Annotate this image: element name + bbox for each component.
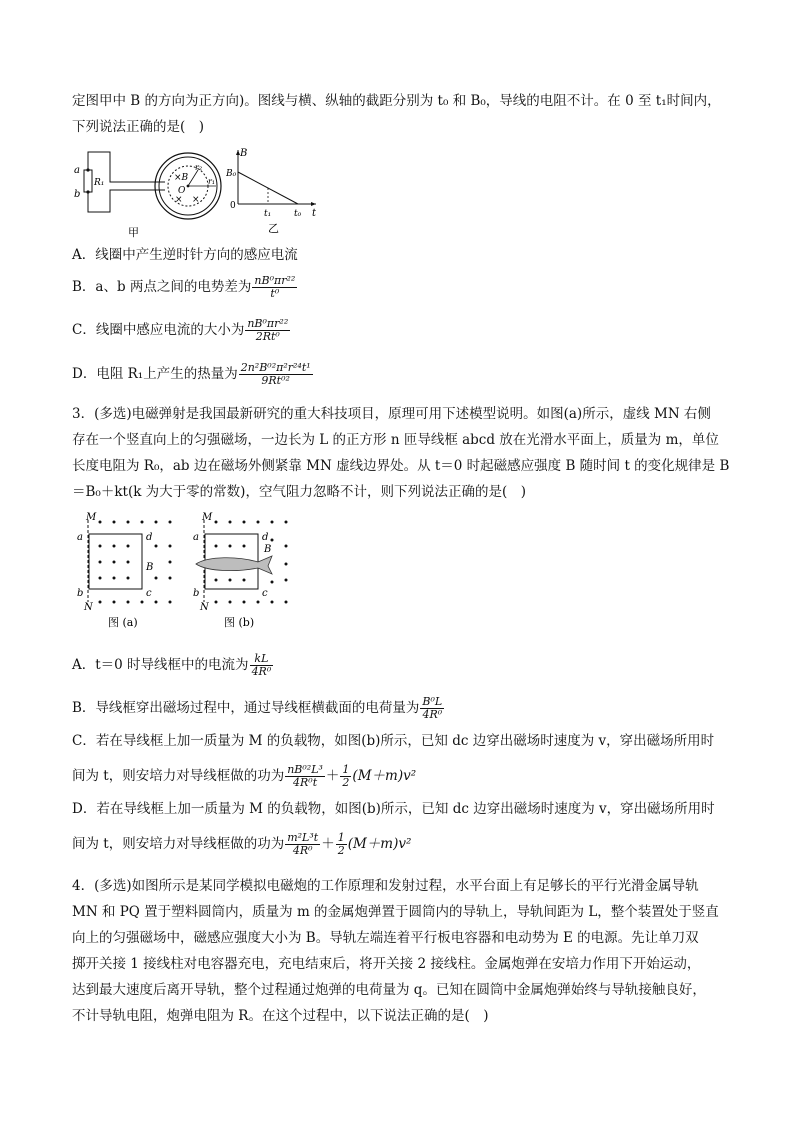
fig-jia-label-r2: r₂ [195, 163, 203, 172]
fig-yi-axis-b: B [240, 148, 248, 159]
fraction-numerator: nB⁰²L³ [287, 763, 323, 776]
q3-option-b-text: B．导线框穿出磁场过程中，通过导线框横截面的电荷量为 [72, 700, 420, 716]
fraction-numerator: nB⁰πr²² [247, 317, 289, 330]
fraction-denominator: t⁰ [270, 287, 280, 300]
q2-option-c-text: C．线圈中感应电流的大小为 [72, 322, 245, 338]
q3-option-c-line2 [72, 764, 416, 789]
fig-b-label-b: b [193, 588, 200, 599]
fig-jia-label-b: b [74, 189, 81, 200]
q3-option-a-text: A．t＝0 时导线框中的电流为 [72, 657, 249, 673]
q4-line6: 不计导轨电阻，炮弹电阻为 R。在这个过程中，以下说法正确的是( ) [72, 1008, 489, 1024]
fraction-denominator: 9Rt⁰² [261, 374, 290, 387]
q3-option-d-tail: (M＋m)v² [347, 836, 412, 852]
fraction-numerator: nB⁰πr²² [254, 274, 296, 287]
q2-option-a: A．线圈中产生逆时针方向的感应电流 [72, 247, 298, 263]
fig-jia-label-a: a [74, 165, 80, 176]
fraction-denominator: 2 [342, 776, 350, 789]
q3-option-d-line2 [72, 832, 411, 857]
q4-line2: MN 和 PQ 置于塑料圆筒内，质量为 m 的金属炮弹置于圆筒内的导轨上，导轨间距为 L，整个装置处于竖直 [72, 904, 719, 920]
fraction-numerator: 2n²B⁰²π²r²⁴t¹ [240, 361, 311, 374]
q2-option-b-text: B．a、b 两点之间的电势差为 [72, 279, 252, 295]
fraction-denominator: 4R⁰ [251, 665, 272, 678]
fig-jia-label-r1: R₁ [94, 178, 105, 188]
plus-sign: ＋ [321, 836, 335, 852]
q4-line3: 向上的匀强磁场中，磁感应强度大小为 B。导轨左端连着平行板电容器和电动势为 E 的电源。先让单刀双 [72, 930, 699, 946]
q3-option-c-text: 间为 t，则安培力对导线框做的功为 [72, 768, 285, 784]
q3-option-b [72, 696, 445, 721]
fig-jia-cross-1: × [175, 195, 183, 205]
fig-yi-label-t1: t₁ [264, 209, 272, 219]
fig-jia-label-o: O [178, 186, 186, 196]
fig-yi-label-b0: B₀ [226, 169, 237, 179]
q2-option-c [72, 318, 291, 343]
q3-option-d-text: 间为 t，则安培力对导线框做的功为 [72, 836, 285, 852]
fig-jia-label-b-field: ×B [174, 173, 189, 183]
fig-a-label-d: d [146, 532, 153, 543]
fig-b-label-n: N [200, 602, 209, 613]
q3-option-a-fraction [250, 653, 274, 678]
q3-option-a [72, 653, 274, 678]
fig-yi-label-t0: t₀ [294, 209, 302, 219]
fig-jia-caption: 甲 [128, 226, 139, 239]
fig-yi-axis-t: t [312, 208, 317, 219]
figure-yi-graph [226, 146, 326, 236]
q2-option-d-fraction [239, 362, 313, 387]
fig-b-label-m: M [202, 512, 213, 523]
fraction-numerator: 1 [342, 763, 350, 776]
q2-stem-line1: 定图甲中 B 的方向为正方向)。图线与横、纵轴的截距分别为 t₀ 和 B₀，导线的电阻不计。在 0 至 t₁时间内， [72, 93, 721, 109]
q3-stem-line4: ＝B₀＋kt(k 为大于零的常数)，空气阻力忽略不计，则下列说法正确的是( ) [72, 484, 526, 500]
fig-a-label-n: N [84, 602, 93, 613]
q3-option-b-fraction [420, 696, 444, 721]
q4-line5: 达到最大速度后离开导轨，整个过程通过炮弹的电荷量为 q。已知在圆筒中金属炮弹始终与导轨接触良好， [72, 982, 706, 998]
q2-option-b [72, 275, 298, 300]
plus-sign: ＋ [325, 768, 340, 784]
fig-yi-caption: 乙 [268, 222, 279, 235]
fig-a-label-m: M [86, 512, 97, 523]
fraction-denominator: 4R⁰ [292, 844, 313, 857]
fraction-numerator: m²L³t [287, 831, 319, 844]
fig-a-field-dots [99, 521, 172, 604]
q3-stem-line1: 3．(多选)电磁弹射是我国最新研究的重大科技项目，原理可用下述模型说明。如图(a)所示，虚线 MN 右侧 [72, 406, 711, 422]
fig-a-label-a: a [77, 532, 83, 543]
q3-option-c-fraction [285, 764, 325, 789]
half-fraction [336, 832, 347, 857]
fraction-denominator: 2Rt⁰ [255, 330, 280, 343]
q2-option-c-fraction [245, 318, 290, 343]
q4-line4: 掷开关接 1 接线柱对电容器充电，充电结束后，将开关接 2 接线柱。金属炮弹在安培力作用下开始运动， [72, 956, 701, 972]
q3-option-c-tail: (M＋m)v² [352, 768, 417, 784]
q3-option-d-fraction [285, 832, 320, 857]
figure-jia [70, 148, 230, 240]
fraction-numerator: 1 [337, 831, 345, 844]
half-fraction [340, 764, 351, 789]
q2-option-d [72, 362, 314, 387]
fraction-denominator: 2 [337, 844, 345, 857]
fraction-denominator: 4R⁰t [293, 776, 318, 789]
fig-a-label-field: B [146, 562, 154, 573]
fig-b-label-a: a [193, 532, 199, 543]
q2-stem-line2: 下列说法正确的是( ) [72, 119, 205, 135]
fig-b-label-field: B [264, 544, 272, 555]
fraction-numerator: kL [250, 653, 274, 666]
fig-yi-origin: 0 [230, 201, 236, 211]
projectile-load-icon [196, 556, 272, 574]
fig-a-caption: 图 (a) [108, 616, 138, 629]
fig-a-label-c: c [146, 588, 152, 599]
fraction-numerator: B⁰L [422, 695, 443, 708]
fig-b-caption: 图 (b) [224, 616, 255, 629]
q4-line1: 4．(多选)如图所示是某同学模拟电磁炮的工作原理和发射过程，水平台面上有足够长的平行光滑金属导轨 [72, 878, 699, 894]
q2-option-d-text: D．电阻 R₁上产生的热量为 [72, 366, 238, 382]
q3-stem-line3: 长度电阻为 R₀，ab 边在磁场外侧紧靠 MN 虚线边界处。从 t＝0 时起磁感应强度 B 随时间 t 的变化规律是 B [72, 458, 730, 474]
q3-option-c-line1: C．若在导线框上加一质量为 M 的负载物，如图(b)所示，已知 dc 边穿出磁场时速度为 v，穿出磁场所用时 [72, 733, 715, 749]
fig-b-label-d: d [262, 532, 269, 543]
fraction-denominator: 4R⁰ [422, 708, 443, 721]
fig-a-label-b: b [77, 588, 84, 599]
fig-b-label-c: c [262, 588, 268, 599]
q2-option-b-fraction [252, 275, 297, 300]
fig-jia-label-r1-radius: r₁ [208, 177, 216, 186]
figure-b [188, 510, 298, 634]
figure-a [72, 510, 182, 634]
fig-jia-cross-2: × [192, 195, 200, 205]
q3-stem-line2: 存在一个竖直向上的匀强磁场，一边长为 L 的正方形 n 匝导线框 abcd 放在光滑水平面上，质量为 m，单位 [72, 432, 719, 448]
q3-option-d-line1: D．若在导线框上加一质量为 M 的负载物，如图(b)所示，已知 dc 边穿出磁场时速度为 v，穿出磁场所用时 [72, 801, 715, 817]
